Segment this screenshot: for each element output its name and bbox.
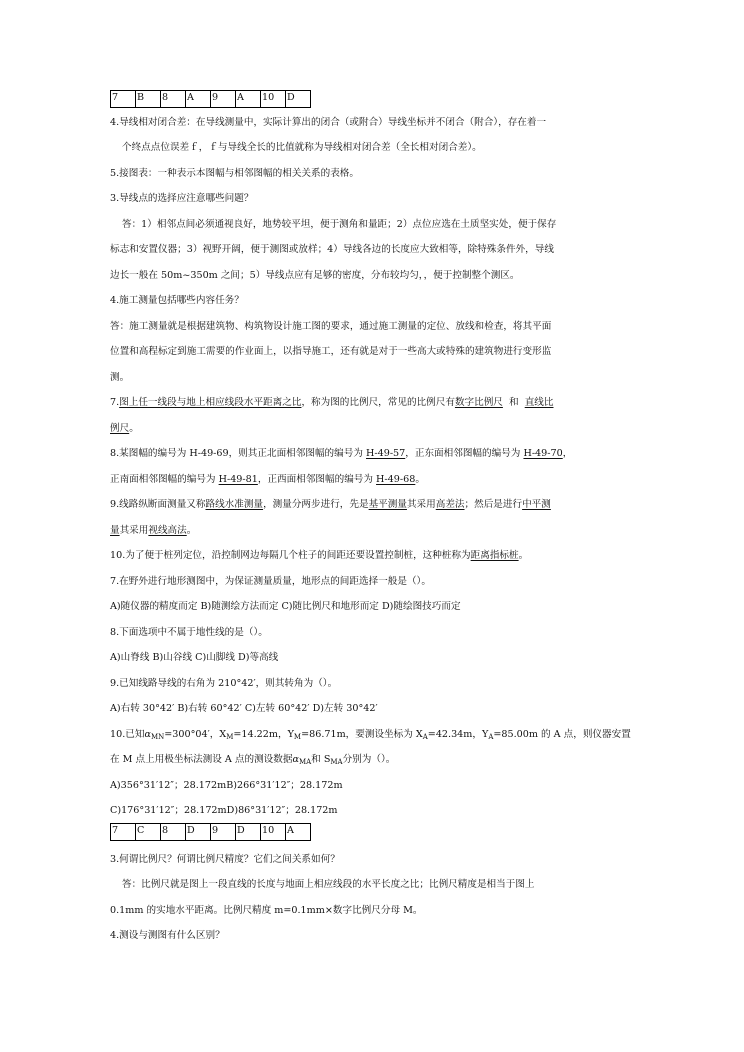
text: 其采用 — [119, 525, 149, 536]
text: 和 S — [311, 754, 331, 765]
text: ， — [562, 448, 573, 459]
answer-cell: 8 — [161, 91, 186, 108]
answer-blank: H-49-68 — [376, 474, 416, 485]
question-heading — [110, 728, 631, 741]
answer-table-2 — [110, 823, 311, 841]
answer-blank: 中平测 — [522, 499, 551, 510]
text-line: 4.导线相对闭合差：在导线测量中，实际计算出的闭合（或附合）导线坐标并不闭合（附合），存在着一 — [110, 117, 547, 128]
subscript: A — [422, 733, 428, 741]
answer-cell: 7 — [111, 824, 136, 841]
answer-blank: 例尺 — [110, 423, 130, 434]
text: ，正东面相邻图幅的编号为 — [405, 448, 524, 459]
text-line: 答：1）相邻点间必须通视良好，地势较平坦，便于测角和量距；2）点位应选在土质坚实处，便于保存 — [122, 219, 557, 230]
text: =300°04′，X — [164, 729, 227, 740]
alpha-symbol: α — [292, 754, 299, 765]
text: 和 — [502, 397, 525, 408]
text: 其采用 — [406, 499, 436, 510]
answer-cell: A — [286, 824, 311, 841]
subscript: MA — [330, 758, 343, 766]
text-line: 标志和安置仪器；3）视野开阔，便于测图或放样；4）导线各边的长度应大致相等，除特殊条件外，导线 — [110, 244, 554, 255]
answer-cell: D — [186, 824, 211, 841]
text: 9.线路纵断面测量又称 — [110, 499, 206, 510]
text-line — [110, 473, 425, 486]
answer-cell: 8 — [161, 824, 186, 841]
answer-blank: 视线高法 — [148, 525, 187, 536]
text-line — [110, 524, 196, 537]
text-line — [110, 753, 395, 766]
text-line: 5.接图表：一种表示本图幅与相邻图幅的相关关系的表格。 — [110, 168, 359, 179]
alpha-symbol: α — [144, 729, 151, 740]
text-line: 位置和高程标定到施工需要的作业面上，以指导施工，还有就是对于一些高大或特殊的建筑物进行变形监 — [110, 346, 552, 357]
question-heading: 4.测设与测图有什么区别？ — [110, 930, 225, 941]
options-line: A)右转 30°42′ B)右转 60°42′ C)左转 60°42′ D)左转 30°42′ — [110, 703, 378, 714]
text: 。 — [518, 550, 529, 561]
answer-cell: 10 — [261, 91, 286, 108]
text: ，测量分两步进行，先是 — [263, 499, 369, 510]
answer-blank: 直线比 — [524, 397, 554, 408]
options-line: A)356°31′12″；28.172mB)266°31′12″；28.172m — [110, 780, 343, 791]
question-heading: 4.施工测量包括哪些内容任务？ — [110, 295, 244, 306]
answer-cell: A — [236, 91, 261, 108]
answer-cell: 9 — [211, 91, 236, 108]
text-line: 0.1mm 的实地水平距离。比例尺精度 m=0.1mm×数字比例尺分母 M。 — [110, 905, 423, 916]
text: ，正西面相邻图幅的编号为 — [257, 474, 377, 485]
question-heading: 8.下面选项中不属于地性线的是（）。 — [110, 627, 268, 638]
text: 分别为（）。 — [342, 754, 396, 765]
subscript: A — [488, 733, 494, 741]
subscript: MA — [298, 758, 312, 766]
answer-blank: H-49-70 — [523, 448, 563, 459]
text: 。 — [186, 525, 197, 536]
text-line — [110, 422, 139, 435]
question-heading: 3.何谓比例尺？何谓比例尺精度？它们之间关系如何？ — [110, 854, 340, 865]
text: =86.71m，要测设坐标为 X — [301, 729, 423, 740]
options-line: A)随仪器的精度而定 B)随测绘方法而定 C)随比例尺和地形而定 D)随绘图技巧而定 — [110, 601, 461, 612]
answer-blank: 量 — [110, 525, 120, 536]
text: ，称为图的比例尺，常见的比例尺有 — [301, 397, 455, 408]
text-line: 测。 — [110, 372, 130, 383]
answer-blank: 高差法 — [435, 499, 465, 510]
answer-cell: D — [236, 824, 261, 841]
text: =42.34m，Y — [427, 729, 489, 740]
text: 7. — [110, 397, 120, 408]
answer-blank: 图上任一线段与地上相应线段水平距离之比 — [119, 397, 302, 408]
options-line: C)176°31′12″；28.172mD)86°31′12″；28.172m — [110, 805, 338, 816]
answer-blank: 路线水准测量 — [205, 499, 264, 510]
subscript: M — [226, 733, 234, 741]
text: 正南面相邻图幅的编号为 — [110, 474, 219, 485]
fill-blank-9 — [110, 498, 551, 511]
answer-cell: 7 — [111, 91, 136, 108]
answer-blank: H-49-57 — [366, 448, 406, 459]
answer-cell: D — [286, 91, 311, 108]
text-line: 答：比例尺就是图上一段直线的长度与地面上相应线段的水平长度之比；比例尺精度是相当于图上 — [122, 879, 535, 890]
answer-blank: 距离指标桩 — [470, 550, 519, 561]
text: =85.00m 的 A 点，则仪器安置 — [493, 729, 631, 740]
fill-blank-8 — [110, 447, 572, 460]
answer-cell: 9 — [211, 824, 236, 841]
answer-blank: 数字比例尺 — [454, 397, 503, 408]
fill-blank-10 — [110, 549, 528, 562]
text: 8.某图幅的编号为 H-49-69，则其正北面相邻图幅的编号为 — [110, 448, 366, 459]
answer-table-1 — [110, 90, 311, 108]
text: ；然后是进行 — [464, 499, 523, 510]
answer-cell: C — [136, 824, 161, 841]
subscript: MN — [150, 733, 165, 741]
text-line: 答：施工测量就是根据建筑物、构筑物设计施工图的要求，通过施工测量的定位、放线和检查，将其平面 — [110, 321, 552, 332]
text: =14.22m，Y — [233, 729, 294, 740]
answer-cell: B — [136, 91, 161, 108]
question-heading: 9.已知线路导线的右角为 210°42′，则其转角为（）。 — [110, 678, 338, 689]
fill-blank-7 — [110, 396, 553, 409]
text: 10.为了便于桩列定位，沿控制网边每隔几个柱子的间距还要设置控制桩，这种桩称为 — [110, 550, 471, 561]
options-line: A)山脊线 B)山谷线 C)山脚线 D)等高线 — [110, 652, 279, 663]
text-line: 边长一般在 50m~350m 之间；5）导线点应有足够的密度，分布较均匀，，便于控制整个测区。 — [110, 270, 520, 281]
question-heading: 3.导线点的选择应注意哪些问题？ — [110, 193, 254, 204]
text: 。 — [129, 423, 139, 434]
answer-blank: 基平测量 — [368, 499, 407, 510]
answer-cell: A — [186, 91, 211, 108]
question-heading: 7.在野外进行地形测图中，为保证测量质量，地形点的间距选择一般是（）。 — [110, 576, 431, 587]
text-line: 个终点点位误差ｆ，ｆ与导线全长的比值就称为导线相对闭合差（全长相对闭合差）。 — [122, 142, 482, 153]
text: 在 M 点上用极坐标法测设 A 点的测设数据 — [110, 754, 293, 765]
text: 。 — [415, 474, 425, 485]
answer-cell: 10 — [261, 824, 286, 841]
subscript: M — [293, 733, 302, 741]
answer-blank: H-49-81 — [218, 474, 258, 485]
text: 10.已知 — [110, 729, 145, 740]
